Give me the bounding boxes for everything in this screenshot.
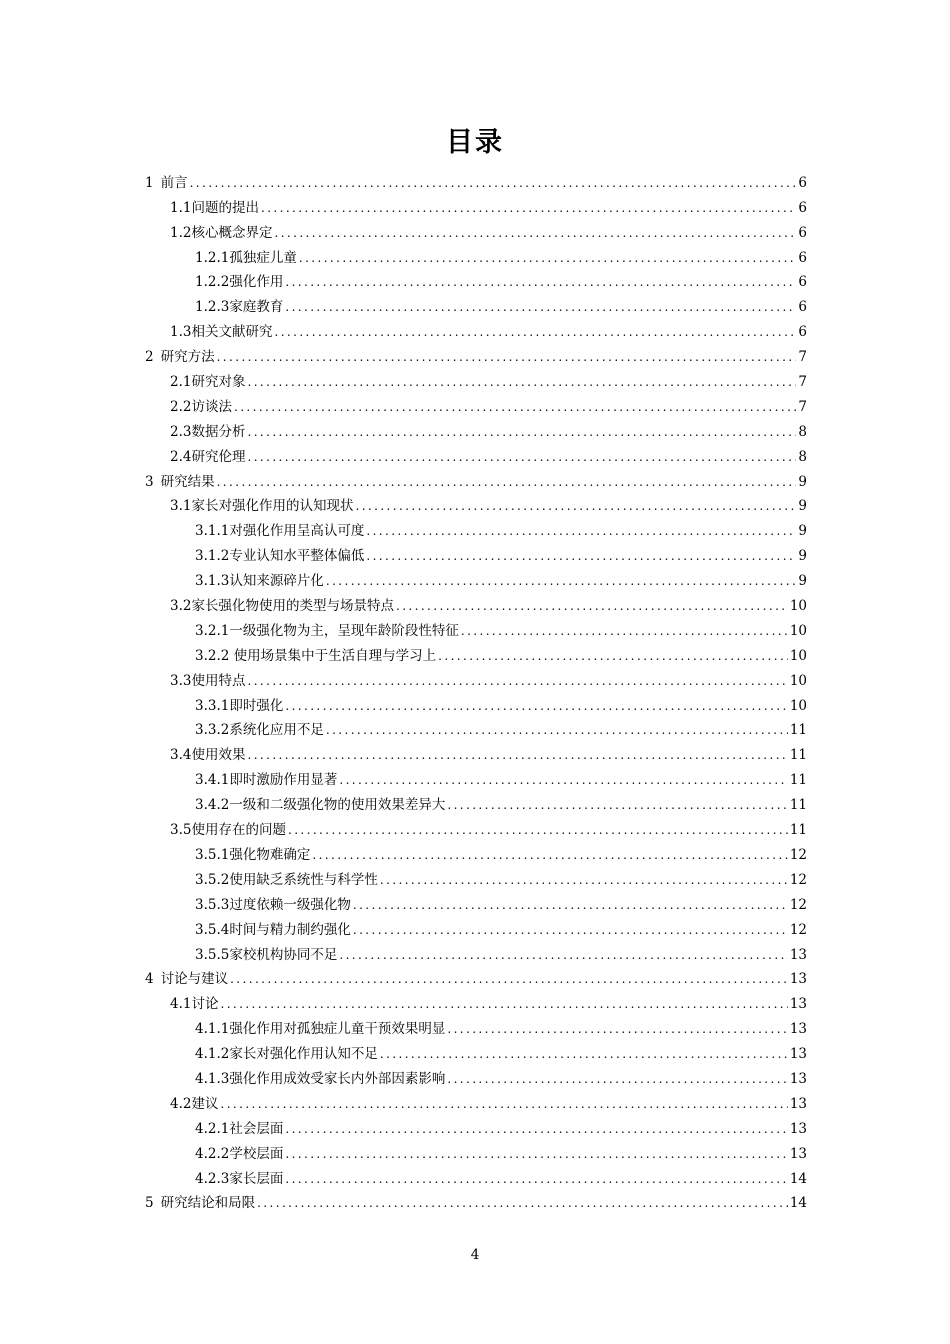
toc-entry-title: 一级强化物为主，呈现年龄阶段性特征 (229, 622, 459, 639)
toc-entry-page: 11 (789, 797, 807, 814)
toc-entry-page: 12 (789, 921, 807, 938)
toc-entry-page: 12 (789, 846, 807, 863)
toc-entry-number: 1.1 (170, 199, 192, 216)
toc-entry[interactable] (0, 590, 950, 615)
toc-entry-number: 4.2.2 (195, 1145, 230, 1162)
toc-entry-title: 社会层面 (229, 1120, 284, 1137)
toc-entry-page: 11 (789, 822, 807, 839)
toc-entry[interactable] (0, 540, 950, 565)
toc-entry-page: 9 (798, 523, 807, 540)
toc-entry[interactable] (0, 491, 950, 516)
toc-entry-number: 4.2 (170, 1095, 192, 1112)
toc-dot-leader (312, 846, 787, 864)
toc-entry-page: 13 (789, 996, 807, 1013)
toc-entry-number: 5 (145, 1195, 154, 1212)
toc-entry-number: 3.5.5 (195, 946, 230, 963)
toc-entry[interactable] (0, 1163, 950, 1188)
toc-dot-leader (355, 497, 796, 515)
toc-entry[interactable] (0, 789, 950, 814)
toc-entry-page: 6 (798, 324, 807, 341)
toc-entry[interactable] (0, 715, 950, 740)
toc-entry[interactable] (0, 814, 950, 839)
toc-entry-number: 3.2 (170, 598, 192, 615)
toc-entry-number: 4.2.1 (195, 1120, 230, 1137)
toc-entry-page: 6 (798, 274, 807, 291)
toc-entry-number: 2 (145, 349, 154, 366)
toc-entry-number: 3.3.2 (195, 722, 230, 739)
toc-entry-title: 问题的提出 (191, 199, 259, 216)
page-title: 目录 (446, 127, 504, 158)
toc-entry-page: 9 (798, 548, 807, 565)
toc-entry[interactable] (0, 640, 950, 665)
toc-entry-page: 10 (789, 622, 807, 639)
toc-entry-page: 14 (789, 1170, 807, 1187)
toc-entry-title: 研究结果 (160, 473, 215, 490)
toc-dot-leader (217, 473, 797, 491)
toc-entry[interactable] (0, 914, 950, 939)
toc-entry-title: 一级和二级强化物的使用效果差异大 (229, 797, 446, 814)
toc-entry[interactable] (0, 889, 950, 914)
toc-entry-page: 10 (789, 697, 807, 714)
toc-entry-title: 家庭教育 (229, 299, 284, 316)
toc-dot-leader (380, 1045, 788, 1063)
toc-entry-title: 学校层面 (229, 1145, 284, 1162)
toc-entry-title: 家校机构协同不足 (229, 946, 338, 963)
toc-dot-leader (261, 199, 796, 217)
toc-dot-leader (366, 547, 796, 565)
toc-entry[interactable] (0, 839, 950, 864)
toc-entry-title: 建议 (191, 1095, 219, 1112)
toc-entry-number: 3.1 (170, 498, 192, 515)
toc-entry-number: 3.5.2 (195, 871, 230, 888)
toc-entry-title: 研究伦理 (191, 448, 246, 465)
toc-entry-number: 3.4.2 (195, 797, 230, 814)
toc-dot-leader (247, 672, 787, 690)
toc-entry-number: 3.5 (170, 822, 192, 839)
toc-entry-number: 1.3 (170, 324, 192, 341)
toc-entry-number: 4 (145, 971, 154, 988)
toc-entry-number: 2.2 (170, 398, 192, 415)
toc-dot-leader (247, 746, 787, 764)
toc-entry[interactable] (0, 1088, 950, 1113)
toc-entry[interactable] (0, 167, 950, 192)
toc-entry-number: 3.2.2 (195, 647, 234, 664)
toc-entry[interactable] (0, 764, 950, 789)
toc-entry-number: 3.1.1 (195, 523, 230, 540)
toc-dot-leader (220, 1095, 787, 1113)
toc-entry-title: 强化作用成效受家长内外部因素影响 (229, 1070, 446, 1087)
toc-entry-page: 10 (789, 647, 807, 664)
toc-entry-title: 系统化应用不足 (229, 722, 324, 739)
toc-entry-title: 强化物难确定 (229, 846, 311, 863)
toc-dot-leader (447, 1070, 787, 1088)
toc-entry-title: 使用存在的问题 (191, 822, 286, 839)
toc-entry-number: 3 (145, 473, 154, 490)
toc-entry[interactable] (0, 391, 950, 416)
toc-dot-leader (234, 398, 796, 416)
toc-entry-title: 相关文献研究 (191, 324, 273, 341)
toc-entry-page: 13 (789, 946, 807, 963)
toc-entry-title: 家长强化物使用的类型与场景特点 (191, 598, 394, 615)
toc-entry-page: 6 (798, 249, 807, 266)
toc-entry[interactable] (0, 864, 950, 889)
toc-dot-leader (274, 224, 796, 242)
toc-dot-leader (288, 821, 788, 839)
toc-dot-leader (285, 697, 787, 715)
toc-entry-number: 4.1 (170, 996, 192, 1013)
toc-entry-page: 10 (789, 598, 807, 615)
toc-entry-page: 11 (789, 747, 807, 764)
toc-entry[interactable] (0, 416, 950, 441)
toc-entry[interactable] (0, 1038, 950, 1063)
toc-entry-page: 14 (789, 1195, 807, 1212)
toc-entry-page: 11 (789, 772, 807, 789)
toc-entry-page: 7 (798, 398, 807, 415)
toc-dot-leader (326, 721, 788, 739)
toc-entry-page: 8 (798, 448, 807, 465)
toc-entry[interactable] (0, 441, 950, 466)
toc-entry[interactable] (0, 615, 950, 640)
toc-dot-leader (257, 1194, 788, 1212)
toc-entry-number: 3.5.4 (195, 921, 230, 938)
toc-dot-leader (285, 1145, 787, 1163)
toc-entry-title: 核心概念界定 (191, 224, 273, 241)
toc-entry-title: 前言 (160, 174, 188, 191)
toc-entry-number: 1 (145, 174, 154, 191)
toc-entry-page: 10 (789, 672, 807, 689)
toc-entry-page: 13 (789, 1095, 807, 1112)
toc-entry-title: 强化作用对孤独症儿童干预效果明显 (229, 1021, 446, 1038)
toc-dot-leader (447, 796, 787, 814)
toc-entry[interactable] (0, 1188, 950, 1213)
toc-entry[interactable] (0, 690, 950, 715)
toc-entry-title: 使用效果 (191, 747, 246, 764)
toc-entry-title: 对强化作用呈高认可度 (229, 523, 365, 540)
toc-entry[interactable] (0, 515, 950, 540)
toc-entry[interactable] (0, 192, 950, 217)
toc-entry[interactable] (0, 1013, 950, 1038)
toc-entry-page: 8 (798, 423, 807, 440)
table-of-contents (0, 167, 950, 1212)
toc-dot-leader (366, 522, 796, 540)
toc-dot-leader (461, 622, 788, 640)
toc-entry-page: 13 (789, 1046, 807, 1063)
toc-entry-title: 讨论与建议 (160, 971, 229, 988)
toc-entry-page: 13 (789, 1070, 807, 1087)
toc-entry[interactable] (0, 739, 950, 764)
toc-entry-title: 讨论 (191, 996, 219, 1013)
toc-entry-number: 3.2.1 (195, 622, 230, 639)
toc-entry-number: 3.1.3 (195, 573, 230, 590)
toc-entry-page: 9 (798, 573, 807, 590)
toc-entry-page: 7 (798, 349, 807, 366)
toc-entry-title: 家长层面 (229, 1170, 284, 1187)
toc-entry-number: 2.4 (170, 448, 192, 465)
toc-entry-title: 使用缺乏系统性与科学性 (229, 871, 378, 888)
toc-dot-leader (353, 921, 788, 939)
toc-dot-leader (447, 1020, 787, 1038)
toc-entry-number: 3.5.3 (195, 896, 230, 913)
toc-entry-title: 过度依赖一级强化物 (229, 896, 351, 913)
toc-entry[interactable] (0, 267, 950, 292)
toc-entry[interactable] (0, 341, 950, 366)
toc-dot-leader (247, 423, 796, 441)
toc-entry-title: 使用特点 (191, 672, 246, 689)
toc-entry[interactable] (0, 939, 950, 964)
toc-entry[interactable] (0, 988, 950, 1013)
toc-entry-number: 4.1.1 (195, 1021, 230, 1038)
toc-entry-title: 研究方法 (160, 349, 215, 366)
toc-dot-leader (380, 871, 788, 889)
toc-entry-title: 家长对强化作用的认知现状 (191, 498, 354, 515)
toc-entry-page: 9 (798, 473, 807, 490)
toc-dot-leader (274, 323, 796, 341)
toc-entry-title: 认知来源碎片化 (229, 573, 324, 590)
toc-entry[interactable] (0, 242, 950, 267)
toc-dot-leader (247, 373, 796, 391)
toc-entry-number: 4.1.3 (195, 1070, 230, 1087)
toc-dot-leader (285, 1120, 787, 1138)
toc-dot-leader (339, 771, 787, 789)
toc-entry-page: 7 (798, 374, 807, 391)
toc-entry-title: 数据分析 (191, 423, 246, 440)
toc-entry-number: 3.4 (170, 747, 192, 764)
toc-entry-title: 使用场景集中于生活自理与学习上 (233, 647, 437, 664)
toc-dot-leader (190, 174, 797, 192)
toc-entry[interactable] (0, 291, 950, 316)
toc-dot-leader (438, 647, 788, 665)
toc-entry-number: 3.3.1 (195, 697, 230, 714)
toc-entry[interactable] (0, 217, 950, 242)
toc-entry-page: 6 (798, 299, 807, 316)
toc-entry-title: 强化作用 (229, 274, 284, 291)
toc-entry-number: 4.1.2 (195, 1046, 230, 1063)
toc-entry-page: 12 (789, 871, 807, 888)
toc-entry[interactable] (0, 1063, 950, 1088)
toc-entry-title: 孤独症儿童 (229, 249, 297, 266)
toc-entry[interactable] (0, 964, 950, 989)
toc-dot-leader (220, 995, 787, 1013)
toc-entry-number: 1.2 (170, 224, 192, 241)
toc-dot-leader (339, 946, 787, 964)
toc-entry-number: 4.2.3 (195, 1170, 230, 1187)
toc-entry-page: 12 (789, 896, 807, 913)
toc-dot-leader (247, 448, 796, 466)
toc-entry[interactable] (0, 1138, 950, 1163)
toc-entry-title: 家长对强化作用认知不足 (229, 1046, 378, 1063)
toc-entry-page: 13 (789, 1120, 807, 1137)
toc-entry[interactable] (0, 466, 950, 491)
toc-entry-number: 3.1.2 (195, 548, 230, 565)
toc-dot-leader (285, 273, 796, 291)
toc-entry-page: 6 (798, 224, 807, 241)
page-number: 4 (470, 1247, 480, 1263)
toc-entry-title: 即时强化 (229, 697, 284, 714)
toc-entry-number: 3.5.1 (195, 846, 230, 863)
toc-entry-title: 研究对象 (191, 374, 246, 391)
toc-dot-leader (285, 1170, 787, 1188)
toc-entry-title: 研究结论和局限 (160, 1195, 256, 1212)
toc-entry[interactable] (0, 1113, 950, 1138)
toc-entry-number: 3.4.1 (195, 772, 230, 789)
toc-entry-page: 6 (798, 174, 807, 191)
toc-entry-page: 13 (789, 1021, 807, 1038)
toc-entry[interactable] (0, 366, 950, 391)
toc-entry-page: 13 (789, 971, 807, 988)
toc-entry-number: 1.2.1 (195, 249, 230, 266)
toc-dot-leader (217, 348, 797, 366)
toc-dot-leader (230, 970, 788, 988)
toc-dot-leader (353, 896, 788, 914)
toc-entry-number: 1.2.3 (195, 299, 230, 316)
toc-dot-leader (326, 572, 797, 590)
toc-entry-number: 1.2.2 (195, 274, 230, 291)
toc-entry-number: 3.3 (170, 672, 192, 689)
toc-dot-leader (299, 249, 797, 267)
toc-entry[interactable] (0, 316, 950, 341)
toc-entry-page: 9 (798, 498, 807, 515)
toc-entry-number: 2.3 (170, 423, 192, 440)
toc-entry-title: 时间与精力制约强化 (229, 921, 351, 938)
toc-entry-title: 访谈法 (191, 398, 232, 415)
toc-entry-title: 专业认知水平整体偏低 (229, 548, 365, 565)
toc-entry-number: 2.1 (170, 374, 192, 391)
toc-entry[interactable] (0, 565, 950, 590)
toc-dot-leader (285, 298, 796, 316)
toc-entry-page: 11 (789, 722, 807, 739)
toc-entry[interactable] (0, 665, 950, 690)
toc-entry-title: 即时激励作用显著 (229, 772, 338, 789)
toc-dot-leader (396, 597, 788, 615)
toc-entry-page: 13 (789, 1145, 807, 1162)
toc-entry-page: 6 (798, 199, 807, 216)
